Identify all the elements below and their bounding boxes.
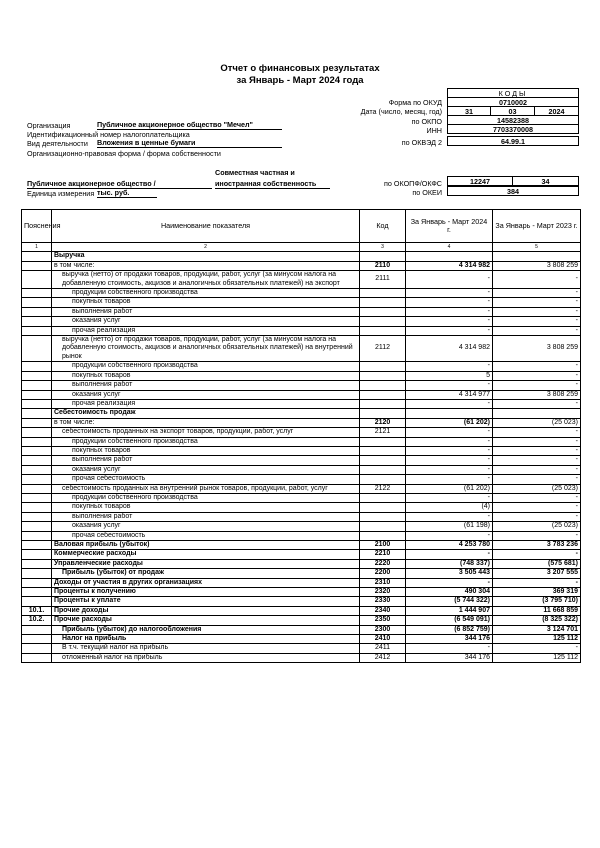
table-row [22, 409, 581, 418]
row-code [360, 326, 406, 335]
org-label: Организация [27, 121, 71, 130]
row-note [22, 522, 52, 531]
row-code [360, 437, 406, 446]
row-value-2024: (748 337) [406, 559, 493, 568]
date-month: 03 [490, 106, 535, 116]
inn-caption: Идентификационный номер налогоплательщика [27, 130, 190, 139]
table-row [22, 512, 581, 521]
table-row [22, 326, 581, 335]
row-value-2024: 4 253 780 [406, 541, 493, 550]
row-value-2024: - [406, 437, 493, 446]
row-note [22, 465, 52, 474]
unit-value: тыс. руб. [97, 188, 157, 198]
row-value-2023: - [493, 289, 581, 298]
table-row [22, 371, 581, 380]
row-code: 2121 [360, 428, 406, 437]
row-name: оказания услуг [52, 317, 360, 326]
row-name: Проценты к уплате [52, 597, 360, 606]
table-row [22, 569, 581, 578]
row-value-2024: - [406, 317, 493, 326]
table-row [22, 418, 581, 427]
activity-label: Вид деятельности [27, 139, 88, 148]
row-code: 2410 [360, 635, 406, 644]
row-name: себестоимость проданных на экспорт товаров, продукции, работ, услуг [52, 428, 360, 437]
row-value-2023: (25 023) [493, 522, 581, 531]
table-row [22, 336, 581, 362]
row-value-2023: 3 124 701 [493, 625, 581, 634]
financial-results-table [21, 209, 581, 663]
row-value-2024: 490 304 [406, 588, 493, 597]
row-note [22, 298, 52, 307]
row-code: 2110 [360, 261, 406, 270]
row-note [22, 475, 52, 484]
row-value-2024: - [406, 531, 493, 540]
row-code: 2411 [360, 644, 406, 653]
row-note [22, 541, 52, 550]
okei-label: по ОКЕИ [412, 188, 442, 197]
okud-value: 0710002 [447, 97, 579, 107]
table-row [22, 578, 581, 587]
row-name: покупных товаров [52, 503, 360, 512]
row-value-2024: 4 314 982 [406, 261, 493, 270]
okpo-value: 14582388 [447, 115, 579, 125]
table-row [22, 635, 581, 644]
row-note [22, 625, 52, 634]
row-note [22, 597, 52, 606]
legal-form-value: Публичное акционерное общество / [27, 179, 212, 189]
row-value-2024: (6 549 091) [406, 616, 493, 625]
row-value-2023: - [493, 428, 581, 437]
row-value-2024: - [406, 362, 493, 371]
table-row [22, 261, 581, 270]
row-value-2024: - [406, 475, 493, 484]
row-value-2023: (25 023) [493, 418, 581, 427]
row-code [360, 475, 406, 484]
row-name: Валовая прибыль (убыток) [52, 541, 360, 550]
row-name: оказания услуг [52, 522, 360, 531]
row-value-2023: 3 808 259 [493, 261, 581, 270]
table-row [22, 381, 581, 390]
row-code: 2122 [360, 484, 406, 493]
row-note [22, 371, 52, 380]
table-number-row [22, 243, 581, 252]
row-name: выполнения работ [52, 381, 360, 390]
row-value-2024: - [406, 578, 493, 587]
row-name: Налог на прибыль [52, 635, 360, 644]
row-value-2024: 3 505 443 [406, 569, 493, 578]
row-value-2023: - [493, 326, 581, 335]
row-name: выручка (нетто) от продажи товаров, продукции, работ, услуг (за минусом налога на добавленную стоимость, акцизов и аналогичных обязательных платежей) на экспорт [52, 271, 360, 289]
row-note [22, 550, 52, 559]
row-code [360, 317, 406, 326]
row-code [360, 289, 406, 298]
row-name: прочая реализация [52, 326, 360, 335]
row-note [22, 437, 52, 446]
legal-form-caption: Организационно-правовая форма / форма собственности [27, 149, 221, 158]
okved-value: 64.99.1 [447, 136, 579, 146]
row-value-2023: - [493, 550, 581, 559]
activity-value: Вложения в ценные бумаги [97, 138, 282, 148]
row-code [360, 503, 406, 512]
row-code: 2330 [360, 597, 406, 606]
table-row [22, 625, 581, 634]
row-code [360, 531, 406, 540]
row-note [22, 271, 52, 289]
row-name: Проценты к получению [52, 588, 360, 597]
row-name: выручка (нетто) от продажи товаров, продукции, работ, услуг (за минусом налога на добавленную стоимость, акцизов и аналогичных обязательных платежей) на внутренний рынок [52, 336, 360, 362]
table-row [22, 475, 581, 484]
row-note [22, 559, 52, 568]
row-code: 2350 [360, 616, 406, 625]
row-code [360, 252, 406, 261]
report-title: Отчет о финансовых результатах [220, 63, 380, 74]
table-row [22, 503, 581, 512]
row-value-2023: - [493, 578, 581, 587]
table-row [22, 437, 581, 446]
table-row [22, 271, 581, 289]
row-code [360, 456, 406, 465]
row-name: оказания услуг [52, 465, 360, 474]
row-note [22, 307, 52, 316]
row-name: Коммерческие расходы [52, 550, 360, 559]
row-note [22, 326, 52, 335]
row-value-2023: 369 319 [493, 588, 581, 597]
row-value-2023: - [493, 317, 581, 326]
row-note [22, 456, 52, 465]
row-name: Прибыль (убыток) от продаж [52, 569, 360, 578]
row-name: выполнения работ [52, 512, 360, 521]
row-note [22, 484, 52, 493]
okopf-label: по ОКОПФ/ОКФС [384, 179, 442, 188]
col-header-name: Наименование показателя [52, 210, 360, 243]
row-code: 2112 [360, 336, 406, 362]
row-note [22, 569, 52, 578]
row-note [22, 428, 52, 437]
row-value-2023: - [493, 399, 581, 408]
table-row [22, 616, 581, 625]
row-value-2024: - [406, 381, 493, 390]
row-value-2024: (61 198) [406, 522, 493, 531]
row-value-2024: (61 202) [406, 418, 493, 427]
row-note [22, 512, 52, 521]
row-name: В т.ч. текущий налог на прибыль [52, 644, 360, 653]
col-number: 3 [360, 243, 406, 252]
row-value-2024: - [406, 456, 493, 465]
row-value-2024: - [406, 399, 493, 408]
row-note: 10.1. [22, 606, 52, 615]
table-row [22, 644, 581, 653]
table-row [22, 550, 581, 559]
row-value-2023: 3 808 259 [493, 336, 581, 362]
row-value-2023: 3 783 236 [493, 541, 581, 550]
row-note [22, 399, 52, 408]
row-value-2024: - [406, 644, 493, 653]
table-row [22, 531, 581, 540]
row-note [22, 418, 52, 427]
row-note [22, 409, 52, 418]
table-row [22, 541, 581, 550]
table-row [22, 289, 581, 298]
table-row [22, 390, 581, 399]
table-header-row [22, 210, 581, 243]
row-value-2023: - [493, 493, 581, 502]
row-note: 10.2. [22, 616, 52, 625]
row-value-2024: - [406, 289, 493, 298]
row-value-2024: - [406, 446, 493, 455]
row-note [22, 578, 52, 587]
row-value-2024: (4) [406, 503, 493, 512]
date-year: 2024 [534, 106, 579, 116]
row-name: выполнения работ [52, 456, 360, 465]
row-name: прочая себестоимость [52, 531, 360, 540]
row-name: покупных товаров [52, 298, 360, 307]
row-code: 2310 [360, 578, 406, 587]
row-name: прочая реализация [52, 399, 360, 408]
row-name: оказания услуг [52, 390, 360, 399]
row-value-2023: - [493, 437, 581, 446]
row-value-2023: - [493, 503, 581, 512]
table-row [22, 456, 581, 465]
row-code [360, 371, 406, 380]
table-row [22, 493, 581, 502]
row-note [22, 252, 52, 261]
row-value-2023: 125 112 [493, 635, 581, 644]
okved-label: по ОКВЭД 2 [401, 138, 442, 147]
row-value-2023: - [493, 307, 581, 316]
row-value-2023: - [493, 271, 581, 289]
row-name: прочая себестоимость [52, 475, 360, 484]
col-number: 5 [493, 243, 581, 252]
col-header-2024: За Январь - Март 2024 г. [406, 210, 493, 243]
row-note [22, 261, 52, 270]
row-value-2024: 344 176 [406, 653, 493, 662]
table-row [22, 252, 581, 261]
row-value-2023: - [493, 362, 581, 371]
unit-label: Единица измерения [27, 189, 95, 198]
row-value-2024: 5 [406, 371, 493, 380]
row-value-2024: - [406, 512, 493, 521]
row-value-2024: - [406, 307, 493, 316]
row-name: Прочие доходы [52, 606, 360, 615]
table-row [22, 606, 581, 615]
row-name: продукции собственного производства [52, 289, 360, 298]
row-code [360, 381, 406, 390]
col-header-code: Код [360, 210, 406, 243]
row-value-2023: - [493, 531, 581, 540]
org-name: Публичное акционерное общество "Мечел" [97, 120, 282, 130]
row-value-2023: - [493, 512, 581, 521]
table-row [22, 522, 581, 531]
table-row [22, 428, 581, 437]
inn-label: ИНН [426, 126, 442, 135]
row-name: выполнения работ [52, 307, 360, 316]
okei-value: 384 [447, 186, 579, 196]
row-name: в том числе: [52, 418, 360, 427]
row-note [22, 635, 52, 644]
table-row [22, 597, 581, 606]
row-note [22, 588, 52, 597]
row-note [22, 289, 52, 298]
row-value-2023: - [493, 446, 581, 455]
row-note [22, 653, 52, 662]
row-name: Себестоимость продаж [52, 409, 360, 418]
row-value-2023: - [493, 298, 581, 307]
row-code [360, 409, 406, 418]
row-note [22, 531, 52, 540]
okud-label: Форма по ОКУД [388, 98, 442, 107]
row-code [360, 307, 406, 316]
row-value-2023: 125 112 [493, 653, 581, 662]
row-code [360, 399, 406, 408]
col-header-note: Пояснения [22, 210, 52, 243]
table-row [22, 465, 581, 474]
row-value-2023 [493, 252, 581, 261]
col-number: 2 [52, 243, 360, 252]
row-value-2023: (575 681) [493, 559, 581, 568]
row-code: 2111 [360, 271, 406, 289]
row-name: покупных товаров [52, 371, 360, 380]
row-value-2024: (5 744 322) [406, 597, 493, 606]
row-note [22, 381, 52, 390]
row-name: продукции собственного производства [52, 493, 360, 502]
row-value-2024: - [406, 465, 493, 474]
row-name: Выручка [52, 252, 360, 261]
row-note [22, 493, 52, 502]
ownership-line2: иностранная собственность [215, 179, 330, 189]
row-value-2023: 3 207 555 [493, 569, 581, 578]
table-row [22, 399, 581, 408]
row-note [22, 390, 52, 399]
row-value-2024: - [406, 298, 493, 307]
row-name: отложенный налог на прибыль [52, 653, 360, 662]
row-code [360, 512, 406, 521]
row-value-2023: - [493, 371, 581, 380]
row-value-2024: - [406, 428, 493, 437]
table-row [22, 362, 581, 371]
row-value-2024: - [406, 326, 493, 335]
row-value-2023: - [493, 465, 581, 474]
row-name: в том числе: [52, 261, 360, 270]
table-row [22, 298, 581, 307]
row-value-2024 [406, 252, 493, 261]
row-code [360, 465, 406, 474]
row-code: 2100 [360, 541, 406, 550]
table-row [22, 307, 581, 316]
inn-value: 7703370008 [447, 124, 579, 134]
row-code [360, 390, 406, 399]
report-period: за Январь - Март 2024 года [236, 75, 364, 86]
table-row [22, 317, 581, 326]
col-header-2023: За Январь - Март 2023 г. [493, 210, 581, 243]
row-code: 2210 [360, 550, 406, 559]
row-name: себестоимость проданных на внутренний рынок товаров, продукции, работ, услуг [52, 484, 360, 493]
col-number: 4 [406, 243, 493, 252]
row-note [22, 644, 52, 653]
row-note [22, 503, 52, 512]
row-code: 2340 [360, 606, 406, 615]
row-note [22, 317, 52, 326]
row-value-2024: - [406, 271, 493, 289]
row-value-2023: - [493, 644, 581, 653]
row-code [360, 298, 406, 307]
table-row [22, 484, 581, 493]
row-value-2023: (3 795 710) [493, 597, 581, 606]
row-code [360, 493, 406, 502]
row-name: Управленческие расходы [52, 559, 360, 568]
okfs-value: 34 [512, 176, 579, 186]
okopf-value: 12247 [447, 176, 513, 186]
row-value-2023: (8 325 322) [493, 616, 581, 625]
table-row [22, 446, 581, 455]
row-value-2024: (61 202) [406, 484, 493, 493]
row-value-2023: 3 808 259 [493, 390, 581, 399]
row-name: Прибыль (убыток) до налогообложения [52, 625, 360, 634]
row-code: 2412 [360, 653, 406, 662]
table-row [22, 588, 581, 597]
row-code [360, 362, 406, 371]
row-value-2023: - [493, 456, 581, 465]
row-code: 2200 [360, 569, 406, 578]
row-value-2024: (6 852 759) [406, 625, 493, 634]
row-value-2023: 11 668 859 [493, 606, 581, 615]
row-name: Прочие расходы [52, 616, 360, 625]
row-value-2024: 344 176 [406, 635, 493, 644]
table-body [22, 252, 581, 663]
row-code [360, 446, 406, 455]
codes-heading: КОДЫ [447, 88, 579, 98]
row-value-2023: (25 023) [493, 484, 581, 493]
row-code [360, 522, 406, 531]
table-row [22, 653, 581, 662]
row-name: продукции собственного производства [52, 362, 360, 371]
row-value-2024: - [406, 550, 493, 559]
row-name: покупных товаров [52, 446, 360, 455]
row-value-2024: 4 314 982 [406, 336, 493, 362]
row-code: 2220 [360, 559, 406, 568]
row-value-2024 [406, 409, 493, 418]
row-value-2023: - [493, 475, 581, 484]
row-value-2023: - [493, 381, 581, 390]
ownership-line1: Совместная частная и [215, 168, 295, 177]
date-day: 31 [447, 106, 491, 116]
row-name: продукции собственного производства [52, 437, 360, 446]
row-name: Доходы от участия в других организациях [52, 578, 360, 587]
row-note [22, 336, 52, 362]
table-row [22, 559, 581, 568]
row-code: 2120 [360, 418, 406, 427]
row-value-2024: 4 314 977 [406, 390, 493, 399]
row-code: 2300 [360, 625, 406, 634]
row-value-2023 [493, 409, 581, 418]
row-value-2024: - [406, 493, 493, 502]
row-code: 2320 [360, 588, 406, 597]
okpo-label: по ОКПО [411, 117, 442, 126]
row-value-2024: 1 444 907 [406, 606, 493, 615]
date-label: Дата (число, месяц, год) [360, 107, 442, 116]
row-note [22, 446, 52, 455]
col-number: 1 [22, 243, 52, 252]
row-note [22, 362, 52, 371]
